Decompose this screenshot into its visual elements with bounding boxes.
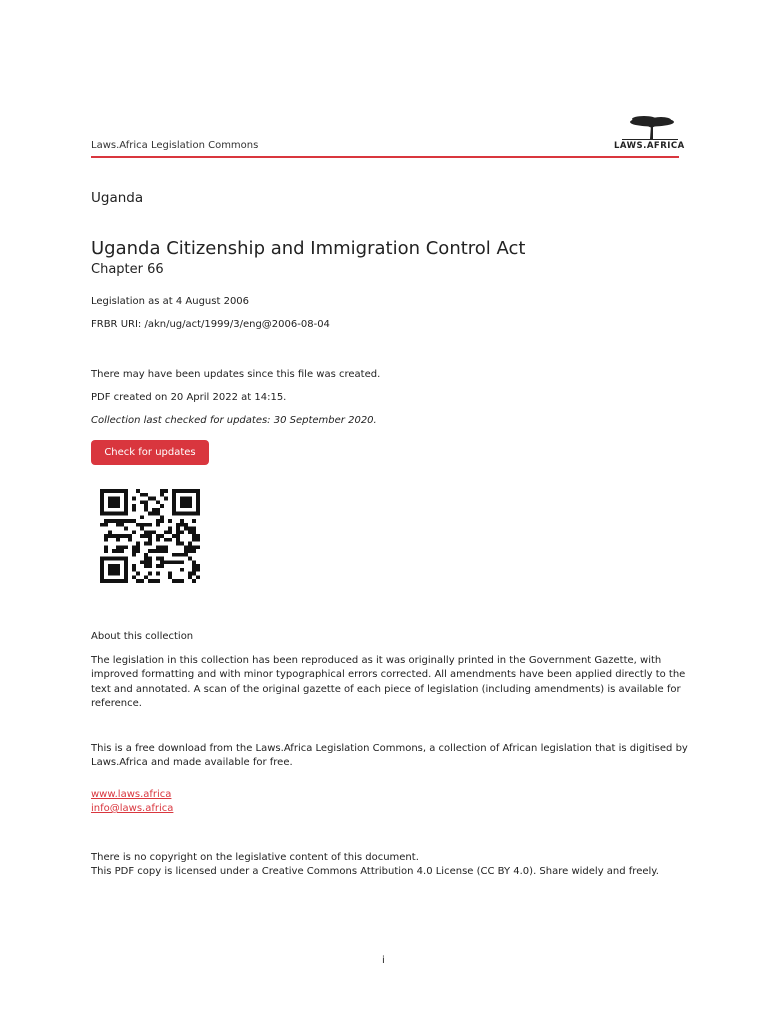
chapter-number: Chapter 66 <box>91 262 164 277</box>
about-heading: About this collection <box>91 631 194 642</box>
updates-note: There may have been updates since this file was created. <box>91 369 381 380</box>
page-number: i <box>382 955 385 966</box>
laws-africa-logo <box>614 112 684 154</box>
free-download-paragraph: This is a free download from the Laws.Africa Legislation Commons, a collection of African legislation that is digitised by Laws.Africa and made available for free. <box>91 743 688 769</box>
logo-wordmark: LAWS.AFRICA <box>614 141 685 151</box>
copyright-note: There is no copyright on the legislative content of this document. <box>91 852 419 863</box>
about-paragraph: The legislation in this collection has been reproduced as it was originally printed in the Government Gazette, with improved formatting and with minor typographical errors corrected. All amendments have been applied directly to the text and annotated. A scan of the original gazette of each piece of legislation (including amendments) is available for reference. <box>91 655 686 709</box>
pdf-created-date: PDF created on 20 April 2022 at 14:15. <box>91 392 287 403</box>
legislation-date: Legislation as at 4 August 2006 <box>91 296 250 307</box>
header-divider <box>91 156 679 158</box>
frbr-uri: FRBR URI: /akn/ug/act/1999/3/eng@2006-08-04 <box>91 319 330 330</box>
country-name: Uganda <box>91 190 144 206</box>
qr-code-icon[interactable] <box>100 489 200 583</box>
collection-checked-date: Collection last checked for updates: 30 September 2020. <box>91 415 377 426</box>
check-for-updates-button[interactable]: Check for updates <box>91 440 209 465</box>
website-link[interactable]: www.laws.africa <box>91 789 172 800</box>
license-note: This PDF copy is licensed under a Creative Commons Attribution 4.0 License (CC BY 4.0). Share widely and freely. <box>91 866 659 877</box>
email-link[interactable]: info@laws.africa <box>91 803 174 814</box>
acacia-tree-icon <box>614 112 684 142</box>
collection-source-label: Laws.Africa Legislation Commons <box>91 140 259 151</box>
document-title: Uganda Citizenship and Immigration Control Act <box>91 238 526 259</box>
